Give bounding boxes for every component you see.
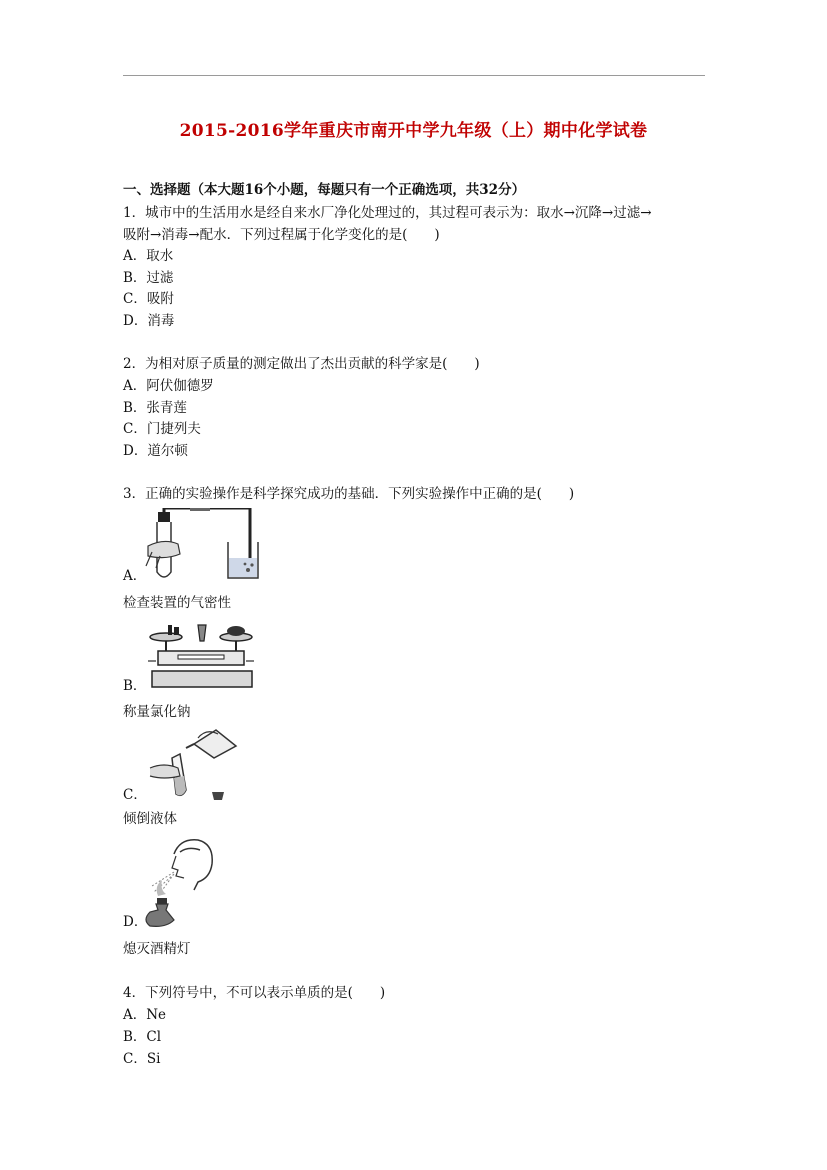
q2-option-b: B．张青莲 xyxy=(123,400,187,416)
page-title: 2015-2016学年重庆市南开中学九年级（上）期中化学试卷 xyxy=(179,121,648,141)
q2-option-c: C．门捷列夫 xyxy=(123,421,201,437)
q3-option-b-letter: B． xyxy=(123,678,147,694)
q2-option-a: A．阿伏伽德罗 xyxy=(123,378,214,394)
q1-option-a: A．取水 xyxy=(123,248,174,264)
q3-option-d-letter: D． xyxy=(123,914,148,930)
q4-stem: 4．下列符号中，不可以表示单质的是( ) xyxy=(123,985,386,1001)
blow-out-lamp-figure xyxy=(144,834,218,930)
q3-option-d-caption: 熄灭酒精灯 xyxy=(123,941,191,957)
q4-option-c: C．Si xyxy=(123,1051,161,1067)
header-rule xyxy=(123,75,705,76)
q2-stem: 2．为相对原子质量的测定做出了杰出贡献的科学家是( ) xyxy=(123,356,480,372)
q2-option-d: D．道尔顿 xyxy=(123,443,188,459)
q1-option-c: C．吸附 xyxy=(123,291,174,307)
q1-stem-line1: 1．城市中的生活用水是经自来水厂净化处理过的，其过程可表示为：取水→沉降→过滤→ xyxy=(123,205,652,221)
balance-scale-figure xyxy=(148,619,256,693)
q3-stem: 3．正确的实验操作是科学探究成功的基础．下列实验操作中正确的是( ) xyxy=(123,486,575,502)
q1-option-b: B．过滤 xyxy=(123,270,174,286)
q3-option-c-caption: 倾倒液体 xyxy=(123,811,177,827)
q4-option-a: A．Ne xyxy=(123,1007,167,1023)
q3-option-b-caption: 称量氯化钠 xyxy=(123,704,191,720)
pouring-liquid-figure xyxy=(146,724,246,804)
q1-stem-line2: 吸附→消毒→配水．下列过程属于化学变化的是( ) xyxy=(123,227,440,243)
q3-option-a-letter: A． xyxy=(123,568,147,584)
airtightness-check-figure xyxy=(140,508,260,584)
q3-option-a-caption: 检查装置的气密性 xyxy=(123,595,231,611)
q4-option-b: B．Cl xyxy=(123,1029,162,1045)
q3-option-c-letter: C． xyxy=(123,787,147,803)
q1-option-d: D．消毒 xyxy=(123,313,175,329)
section-heading: 一、选择题（本大题16个小题，每题只有一个正确选项，共32分） xyxy=(123,182,526,198)
